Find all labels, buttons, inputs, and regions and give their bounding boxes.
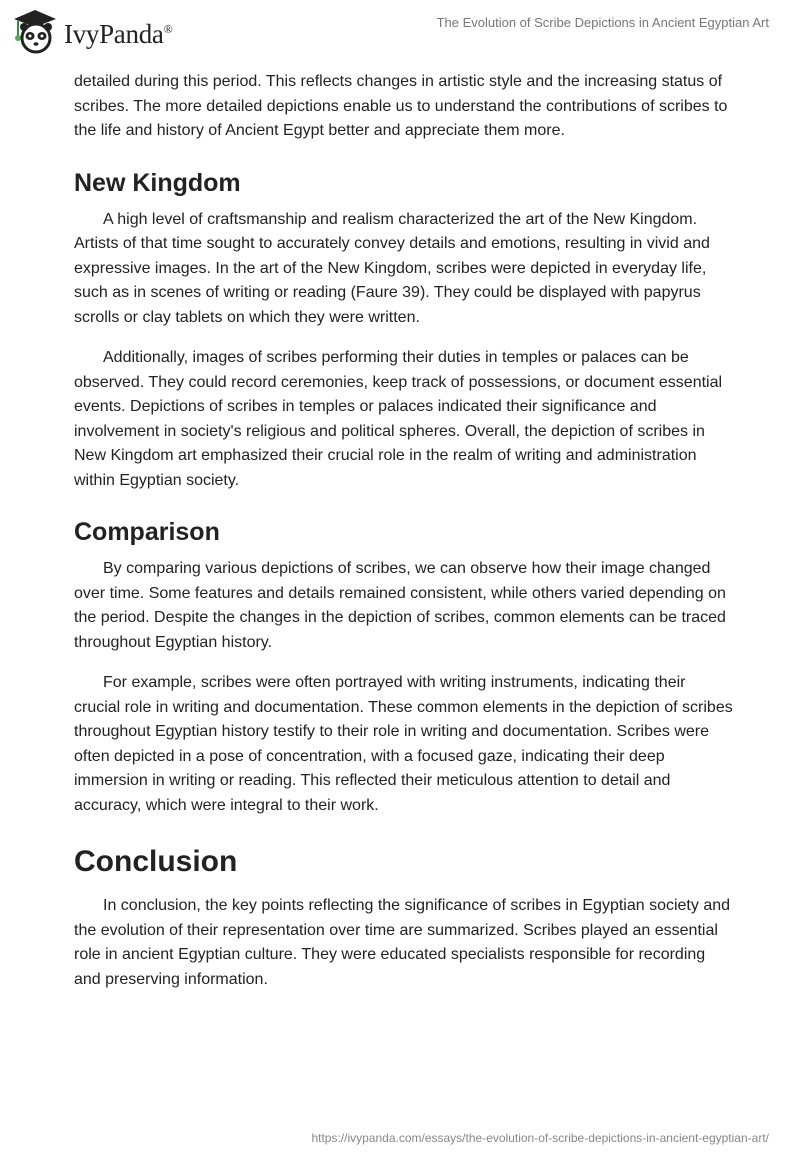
- section-heading-new-kingdom: New Kingdom: [74, 168, 241, 197]
- source-url[interactable]: https://ivypanda.com/essays/the-evolution-of-scribe-depictions-in-ancient-egyptian-art/: [311, 1131, 769, 1145]
- paragraph: For example, scribes were often portrayed with writing instruments, indicating their crucial role in writing and documentation. These common elements in the depiction of scribes throughout Egyptian history testify to their role in writing and documentation. Scribes were often depicted in a pose of concentration, with a focused gaze, indicating their deep immersion in writing or reading. This reflected their meticulous attention to detail and accuracy, which were integral to their work.: [74, 674, 733, 814]
- paragraph: Additionally, images of scribes performing their duties in temples or palaces can be observed. They could record ceremonies, keep track of possessions, or document essential events. Depictions of scribes in temples or palaces indicated their significance and involvement in society's religious and political spheres. Overall, the depiction of scribes in New Kingdom art emphasized their crucial role in the realm of writing and administration within Egyptian society.: [74, 349, 723, 489]
- section-heading-comparison: Comparison: [74, 518, 220, 546]
- document-title: The Evolution of Scribe Depictions in Ancient Egyptian Art: [436, 15, 769, 30]
- paragraph: detailed during this period. This reflects changes in artistic style and the increasing status of scribes. The more detailed depictions enable us to understand the contributions of scribes to the life and history of Ancient Egypt better and appreciate them more.: [74, 73, 728, 139]
- section-heading-conclusion: Conclusion: [74, 845, 238, 878]
- page-header: [0, 0, 800, 60]
- paragraph: A high level of craftsmanship and realism characterized the art of the New Kingdom. Artists of that time sought to accurately convey details and emotions, resulting in vivid and expressive images. In the art of the New Kingdom, scribes were depicted in everyday life, such as in scenes of writing or reading (Faure 39). They could be displayed with papyrus scrolls or clay tablets on which they were written.: [74, 210, 710, 326]
- ivypanda-logo[interactable]: [12, 8, 172, 54]
- logo-text: IvyPanda®: [64, 18, 173, 49]
- essay-body: [74, 70, 734, 1008]
- paragraph: By comparing various depictions of scribes, we can observe how their image changed over time. Some features and details remained consistent, while others varied depending on the period. Despite the changes in the depiction of scribes, common elements can be traced throughout Egyptian history.: [74, 560, 726, 651]
- panda-graduate-icon: [12, 8, 58, 54]
- paragraph: In conclusion, the key points reflecting the significance of scribes in Egyptian society and the evolution of their representation over time are summarized. Scribes played an essential role in ancient Egyptian culture. They were educated specialists responsible for recording and preserving information.: [74, 897, 731, 988]
